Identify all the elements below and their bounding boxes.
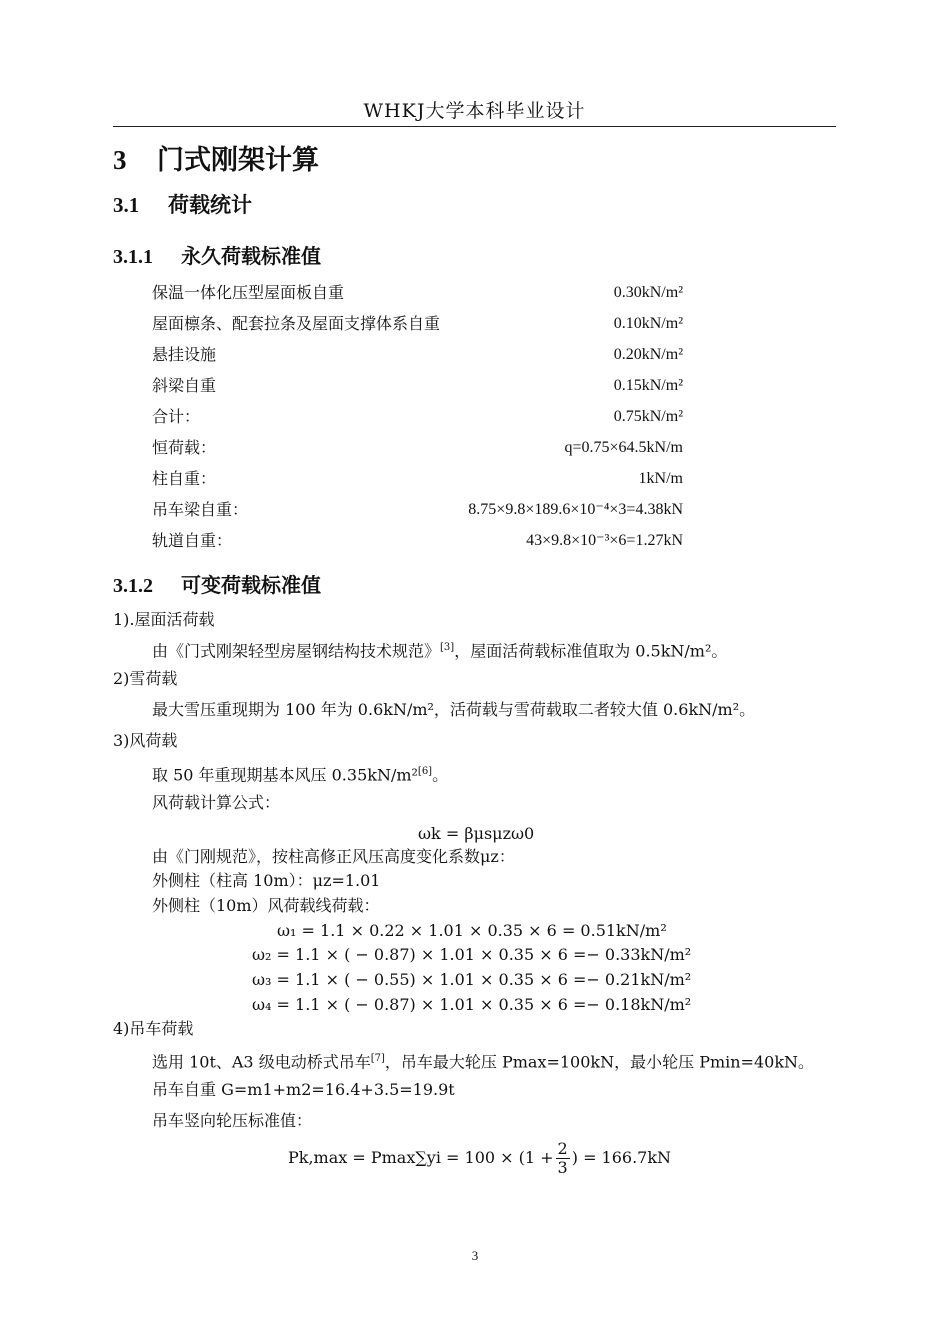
section-heading — [113, 189, 252, 219]
text-run: 由《门式刚架轻型房屋钢结构技术规范》 — [152, 641, 441, 661]
load-value: 0.15kN/m² — [613, 377, 683, 394]
chapter-title: 门式刚架计算 — [157, 145, 319, 176]
wind-note: 由《门刚规范》，按柱高修正风压高度变化系数μz： — [152, 847, 515, 866]
permanent-load-table — [152, 279, 683, 558]
fraction-denominator: 3 — [557, 1158, 568, 1177]
roof-live-text — [152, 636, 727, 663]
load-row — [152, 527, 683, 558]
load-label: 轨道自重： — [152, 531, 233, 550]
chapter-number: 3 — [113, 145, 127, 175]
header-rule — [113, 126, 836, 127]
load-label: 悬挂设施 — [152, 345, 217, 364]
wind-equation: ω₂ = 1.1 × ( − 0.87) × 1.01 × 0.35 × 6 =− 0.33kN/m² — [252, 945, 692, 964]
text-run: ，吊车最大轮压 Pmax=100kN，最小轮压 Pmin=40kN。 — [384, 1052, 815, 1072]
load-row — [152, 496, 683, 527]
fraction-numerator: 2 — [557, 1139, 568, 1158]
snow-text: 最大雪压重现期为 100 年为 0.6kN/m²，活荷载与雪荷载取二者较大值 0.6kN/m²。 — [152, 700, 756, 719]
formula-left: Pk,max = Pmax∑yi = 100 × (1 + — [288, 1148, 554, 1167]
reference-mark: [7] — [370, 1053, 385, 1064]
wind-formula: ωk = βμsμzω0 — [418, 824, 535, 843]
subsection-heading-variable — [113, 569, 321, 598]
load-row — [152, 279, 683, 310]
formula-right: ) = 166.7kN — [571, 1148, 672, 1167]
crane-spec — [152, 1047, 814, 1074]
chapter-heading — [113, 138, 319, 177]
load-row — [152, 465, 683, 496]
fraction — [556, 1140, 570, 1177]
load-label: 恒荷载： — [152, 438, 217, 457]
load-label: 合计： — [152, 407, 201, 426]
text-run: 选用 10t、A3 级电动桥式吊车 — [152, 1052, 371, 1072]
subsection-heading-permanent — [113, 240, 321, 269]
section-title: 荷载统计 — [168, 193, 252, 217]
text-run: ，屋面活荷载标准值取为 0.5kN/m²。 — [454, 641, 728, 661]
text-run: 。 — [432, 765, 449, 785]
reference-mark: [3] — [440, 642, 455, 653]
load-row — [152, 434, 683, 465]
wind-basic-pressure — [152, 760, 448, 787]
load-row — [152, 310, 683, 341]
load-label: 斜梁自重 — [152, 376, 217, 395]
crane-vertical-label: 吊车竖向轮压标准值： — [152, 1111, 313, 1130]
load-label: 吊车梁自重： — [152, 500, 249, 519]
snow-heading: 2)雪荷载 — [113, 669, 178, 688]
page-number: 3 — [471, 1248, 479, 1263]
subsection-title: 可变荷载标准值 — [181, 573, 321, 597]
wind-equation: ω₁ = 1.1 × 0.22 × 1.01 × 0.35 × 6 = 0.51kN/m² — [277, 921, 667, 940]
load-value: 0.75kN/m² — [613, 408, 683, 425]
load-label: 屋面檩条、配套拉条及屋面支撑体系自重 — [152, 314, 441, 333]
load-row — [152, 341, 683, 372]
section-number: 3.1 — [113, 193, 140, 217]
wind-equation: ω₄ = 1.1 × ( − 0.87) × 1.01 × 0.35 × 6 =− 0.18kN/m² — [252, 995, 692, 1014]
subsection-title: 永久荷载标准值 — [181, 244, 321, 268]
load-value: 0.20kN/m² — [613, 346, 683, 363]
crane-self-weight: 吊车自重 G=m1+m2=16.4+3.5=19.9t — [152, 1080, 455, 1099]
load-value: 1kN/m — [638, 470, 683, 487]
subsection-number: 3.1.1 — [113, 246, 153, 268]
load-row — [152, 403, 683, 434]
reference-mark: [6] — [417, 766, 433, 777]
wind-equation: ω₃ = 1.1 × ( − 0.55) × 1.01 × 0.35 × 6 =− 0.21kN/m² — [252, 970, 692, 989]
wind-heading: 3)风荷载 — [113, 731, 178, 750]
load-label: 柱自重： — [152, 469, 217, 488]
wind-line-load-label: 外侧柱（10m）风荷载线荷载： — [152, 896, 380, 915]
page-header: WHKJ大学本科毕业设计 — [363, 100, 586, 122]
load-value: 0.30kN/m² — [613, 284, 683, 301]
load-value: 43×9.8×10⁻³×6=1.27kN — [526, 532, 683, 549]
load-value: q=0.75×64.5kN/m — [564, 439, 683, 456]
load-label: 保温一体化压型屋面板自重 — [152, 283, 345, 302]
crane-heading: 4)吊车荷载 — [113, 1019, 194, 1038]
roof-live-heading: 1).屋面活荷载 — [113, 610, 215, 629]
load-value: 0.10kN/m² — [613, 315, 683, 332]
load-value: 8.75×9.8×189.6×10⁻⁴×3=4.38kN — [468, 501, 683, 518]
wind-outer-column: 外侧柱（柱高 10m）：μz=1.01 — [152, 871, 381, 890]
crane-wheel-formula — [288, 1140, 671, 1177]
wind-formula-label: 风荷载计算公式： — [152, 793, 281, 812]
load-row — [152, 372, 683, 403]
text-run: 取 50 年重现期基本风压 0.35kN/m² — [152, 765, 418, 785]
subsection-number: 3.1.2 — [113, 575, 153, 597]
